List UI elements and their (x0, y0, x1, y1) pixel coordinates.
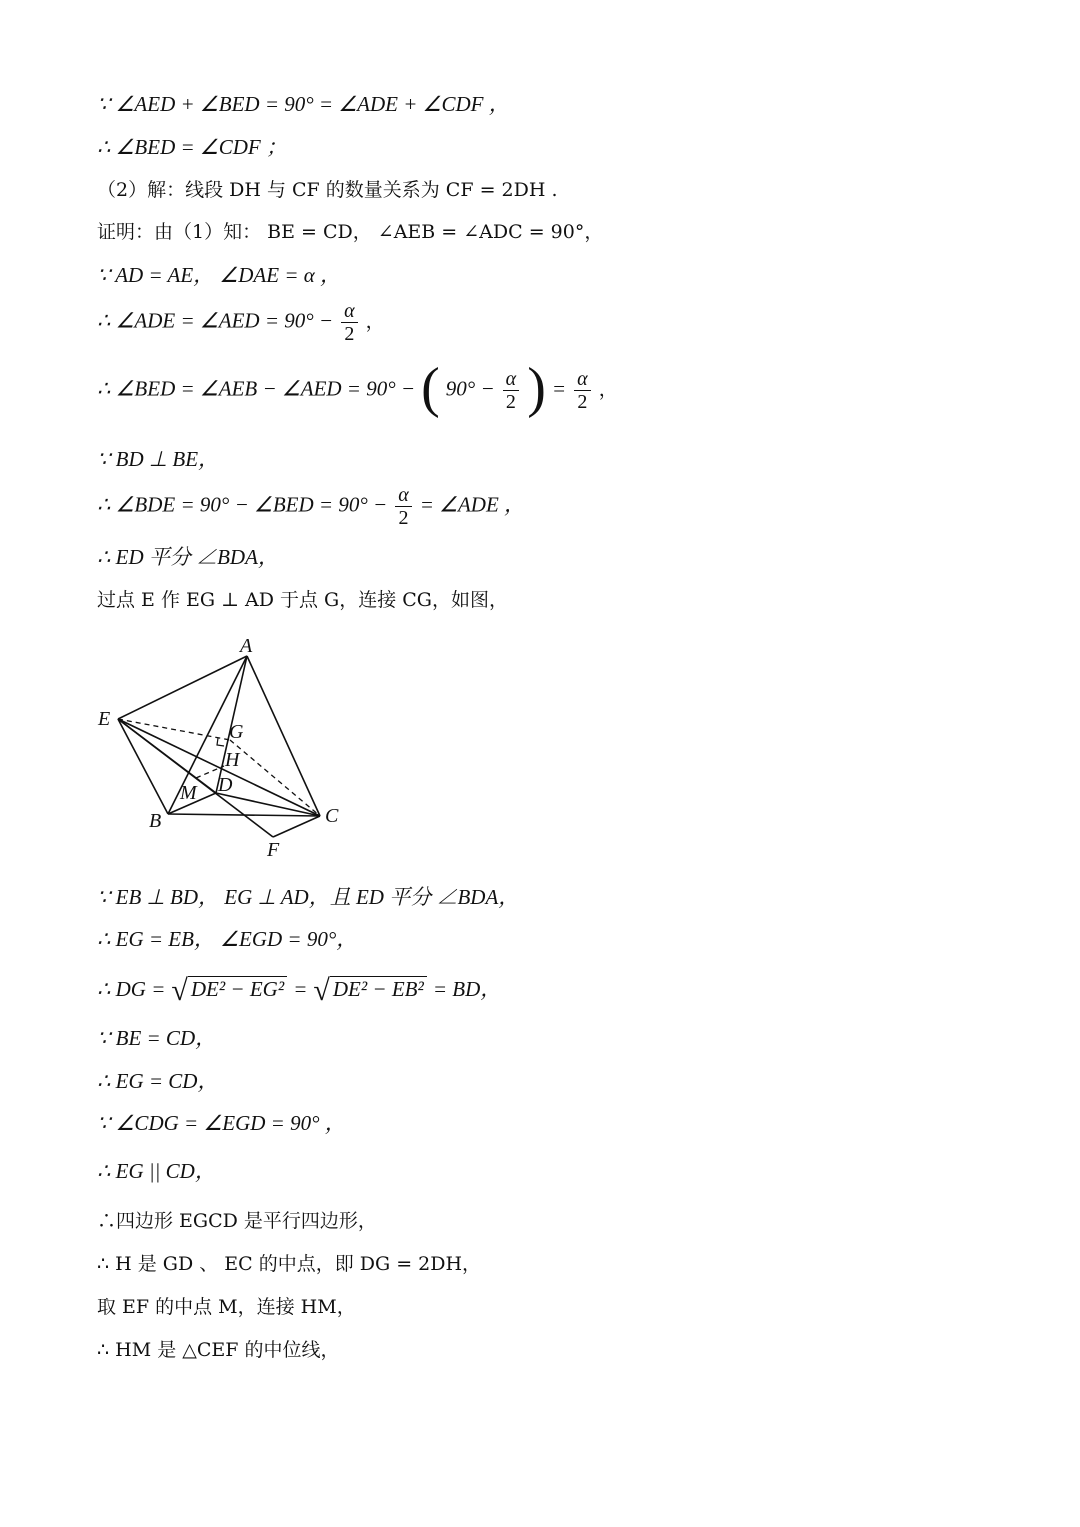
sqrt-sign: √ (171, 974, 188, 1007)
right-angle-mark (217, 738, 224, 746)
segment-ef (118, 719, 273, 837)
segment-eb (118, 719, 168, 814)
label-e: E (98, 708, 111, 730)
line-5: ∵ AD = AE， ∠DAE = α ， (97, 263, 342, 287)
label-a: A (240, 635, 253, 657)
line-7: ∴ ∠BED = ∠AEB − ∠AED = 90° − ( 90° − $\frac{\alpha}{2}$ ) = $\frac{\alpha}{2}$ ， (97, 356, 618, 419)
fraction: $\frac{\alpha}{2}$ (574, 368, 591, 413)
line-8: ∵ BD ⊥ BE， (97, 447, 220, 471)
line-10: ∴ ED 平分 ∠BDA， (97, 545, 279, 569)
label-m: M (180, 782, 197, 804)
segment-fc (273, 816, 320, 837)
line-19: ∴四边形 EGCD 是平行四边形， (97, 1210, 377, 1232)
segment-ec (118, 719, 320, 816)
segment-gc-dashed (230, 740, 320, 816)
line-16: ∴ EG = CD， (97, 1069, 219, 1093)
label-b: B (149, 810, 162, 832)
segment-ac (247, 656, 320, 816)
line-15: ∵ BE = CD， (97, 1026, 217, 1050)
fraction: $\frac{\alpha}{2}$ (503, 368, 520, 413)
line-18: ∴ EG || CD， (97, 1159, 216, 1183)
label-h: H (225, 749, 240, 771)
line-14: ∴ DG = √ DE² − EG² = √ DE² − EB² = BD， (97, 974, 502, 1007)
label-g: G (229, 721, 244, 743)
line-2: ∴ ∠BED = ∠CDF ； (97, 135, 288, 159)
segment-ae (118, 656, 247, 719)
fraction: $\frac{\alpha}{2}$ (341, 300, 358, 345)
line-11: 过点 E 作 EG ⊥ AD 于点 G，连接 CG，如图， (97, 589, 508, 611)
line-17: ∵ ∠CDG = ∠EGD = 90° ， (97, 1111, 346, 1135)
geometry-figure (90, 628, 360, 863)
line-4: 证明：由（1）知： BE = CD， ∠AEB = ∠ADC = 90°， (97, 221, 604, 243)
label-d: D (218, 774, 233, 796)
line-20: ∴ H 是 GD 、 EC 的中点，即 DG = 2DH， (97, 1253, 482, 1275)
line-22: ∴ HM 是 △CEF 的中位线， (97, 1339, 340, 1361)
line-9: ∴ ∠BDE = 90° − ∠BED = 90° − $\frac{\alpha}{2}$ = ∠ADE ， (97, 484, 526, 529)
sqrt-sign: √ (313, 974, 330, 1007)
line-21: 取 EF 的中点 M，连接 HM， (97, 1296, 356, 1318)
fraction: $\frac{\alpha}{2}$ (395, 484, 412, 529)
segment-bc (168, 814, 320, 816)
label-f: F (267, 839, 280, 861)
line-3: （2）解：线段 DH 与 CF 的数量关系为 CF = 2DH . (97, 179, 558, 201)
line-1: ∵ ∠AED + ∠BED = 90° = ∠ADE + ∠CDF ， (97, 92, 510, 116)
line-12: ∵ EB ⊥ BD， EG ⊥ AD，且 ED 平分 ∠BDA， (97, 885, 520, 909)
line-13: ∴ EG = EB， ∠EGD = 90°， (97, 927, 358, 951)
line-6: ∴ ∠ADE = ∠AED = 90° − $\frac{\alpha}{2}$ ， (97, 300, 385, 345)
label-c: C (325, 805, 339, 827)
